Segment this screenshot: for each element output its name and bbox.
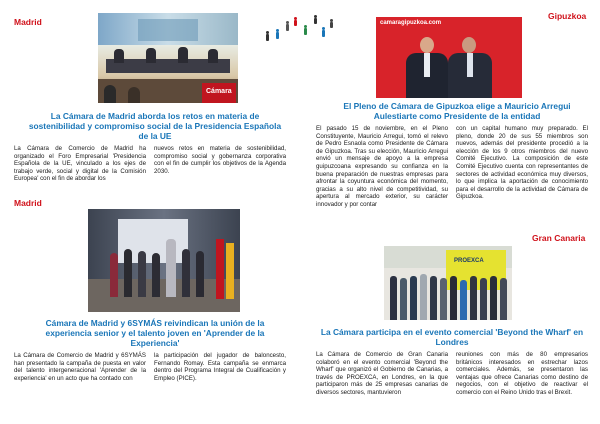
- body-col-1: La Cámara de Comercio de Gran Canaria colaboró en el evento comercial 'Beyond the Wharf' que organizó el Gobierno de Canarias, a través de PROEXCA, en Londres, en la que participaron más de 25 empresas canarias de diversos sectores, mantuvieron: [316, 351, 448, 396]
- body-col-2: la participación del jugador de baloncesto, Fernando Romay. Esta campaña se enmarca dentro del Programa Integral de Cualificación y Empleo (PICE).: [154, 352, 286, 382]
- body-madrid-sostenibilidad: [14, 145, 286, 183]
- region-label-madrid-2: Madrid: [14, 198, 42, 208]
- body-gipuzkoa-presidente: [316, 125, 588, 209]
- body-col-1: La Cámara de Comercio de Madrid ha organizado el Foro Empresarial 'Presidencia Española de la UE, vinculado a los ejes de trabajo verde, social y digital de la Comisión Europea' con el fin de abordar los: [14, 145, 146, 183]
- body-gran-canaria-beyond-the-wharf: [316, 351, 588, 397]
- body-col-1: El pasado 15 de noviembre, en el Pleno Constituyente, Mauricio Arregui, tomó el relevo de Pedro Esnaola como Presidente de Cámara de Gipuzkoa. Tras su elección, Mauricio Arregui envió un mensaje de apoyo a la empresa guipuzcoana expresando su confianza en la buena preparación de nuestras empresas para afrontar la coyuntura económica del momento, gracias a su alto nivel de competitividad, su apertura al mercado exterior, su carácter innovador y por contar: [316, 125, 448, 208]
- photo-sign-camara: Cámara: [206, 88, 232, 95]
- photo-gipuzkoa-presidents: [376, 17, 522, 98]
- photo-gran-canaria-london: [384, 246, 512, 320]
- photo-madrid-forum: [98, 13, 238, 103]
- headline-madrid-6symas: Cámara de Madrid y 6SYMÁS reivindican la unión de la experiencia senior y el talento joven en 'Aprender de la Experiencia': [45, 318, 265, 348]
- photo-sign-proexca: PROEXCA: [454, 258, 484, 264]
- body-col-2: nuevos retos en materia de sostenibilidad, compromiso social y gobernanza corporativa con el fin de cumplir los objetivos de la Agenda 2030.: [154, 145, 286, 175]
- photo-sign-camaragipuzkoa: camaragipuzkoa.com: [380, 20, 442, 26]
- region-label-madrid-1: Madrid: [14, 17, 42, 27]
- region-label-gran-canaria: Gran Canaria: [532, 233, 586, 243]
- region-label-gipuzkoa: Gipuzkoa: [548, 11, 587, 21]
- body-col-2: reuniones con más de 80 empresarios británicos interesados en estrechar lazos comerciales. Además, se presentaron las ventajas que ofrece Canarias como destino de negocios, con el objetivo de reactivar el comercio con el Reino Unido tras el Brexit.: [456, 351, 588, 396]
- body-col-1: La Cámara de Comercio de Madrid y 6SYMÁS han presentado la campaña de puesta en valor del talento intergeneracional 'Aprender de la experiencia' en un acto que ha contado con: [14, 352, 146, 382]
- headline-madrid-sostenibilidad: La Cámara de Madrid aborda los retos en materia de sostenibilidad y compromiso social de la Presidencia Española de la UE: [28, 111, 282, 141]
- body-col-2: con un capital humano muy preparado. El pleno, donde 20 de sus 55 miembros son nuevos, además del presidente procedió a la elección de los 9 otros miembros del nuevo Comité Ejecutivo. La composición de este Comité Ejecutivo cuenta con representantes de sectores de actividad económica muy diversos, lo que implica la aportación de conocimiento para el desarrollo de la actividad de Cámara de Gipuzkoa.: [456, 125, 588, 201]
- headline-gipuzkoa-presidente: El Pleno de Cámara de Gipuzkoa elige a Mauricio Arregui Aulestiarte como Presidente de la entidad: [343, 101, 571, 121]
- body-madrid-6symas: [14, 352, 286, 382]
- photo-madrid-6symas: [88, 209, 240, 312]
- headline-gran-canaria-beyond-the-wharf: La Cámara participa en el evento comercial 'Beyond the Wharf' en Londres: [320, 327, 584, 347]
- decorative-people-figures: [262, 16, 338, 46]
